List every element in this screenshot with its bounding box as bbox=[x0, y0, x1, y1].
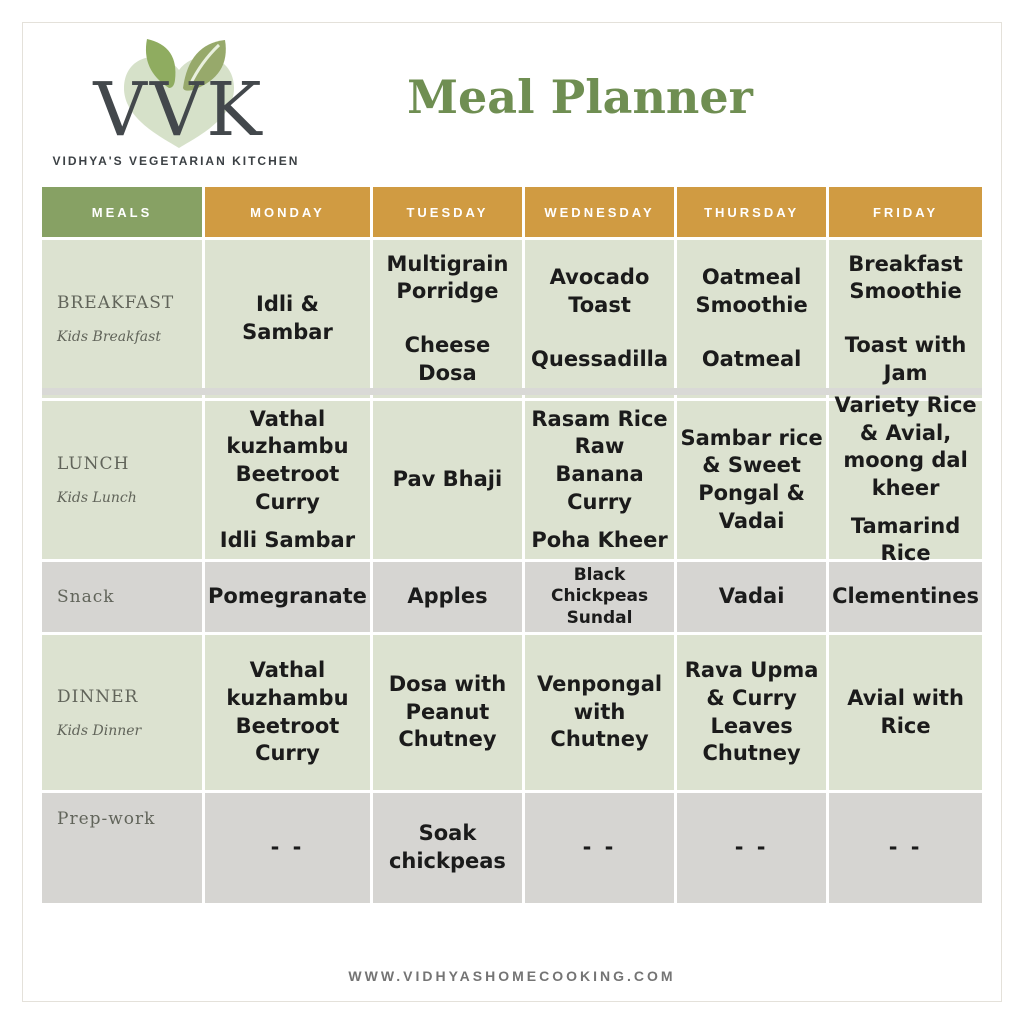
row-label-text: BREAKFAST bbox=[57, 293, 175, 313]
meal-entry: Rasam Rice Raw Banana Curry bbox=[531, 406, 668, 514]
meal-entry: Quessadilla bbox=[531, 346, 669, 371]
column-header-tuesday: TUESDAY bbox=[373, 187, 522, 237]
meal-entry: Idli & Sambar bbox=[242, 292, 333, 344]
meal-entry: Oatmeal bbox=[701, 346, 802, 371]
meal-cell-snack-friday bbox=[829, 562, 982, 632]
meal-cell-lunch-monday bbox=[205, 401, 370, 559]
meal-cell-lunch-friday bbox=[829, 392, 982, 566]
meal-entry: Variety Rice & Avial, moong dal kheer bbox=[834, 392, 977, 500]
meal-cell-lunch-wednesday bbox=[525, 401, 674, 559]
row-sublabel-text: Kids Lunch bbox=[57, 490, 137, 506]
meal-entry: - - bbox=[734, 835, 769, 860]
meal-entry: Poha Kheer bbox=[531, 527, 668, 552]
meal-entry: Rava Upma & Curry Leaves Chutney bbox=[684, 658, 819, 766]
meal-entry: Dosa with Peanut Chutney bbox=[388, 671, 507, 752]
row-label-snack bbox=[42, 562, 202, 632]
column-header-friday: FRIDAY bbox=[829, 187, 982, 237]
brand-tagline: VIDHYA'S VEGETARIAN KITCHEN bbox=[52, 154, 300, 168]
meal-cell-prep-work-wednesday bbox=[525, 793, 674, 903]
brand-logo bbox=[46, 34, 306, 168]
meal-cell-lunch-tuesday bbox=[373, 401, 522, 559]
meal-entry: Multigrain Porridge bbox=[386, 251, 509, 304]
meal-cell-dinner-monday bbox=[205, 635, 370, 790]
meal-entry: Tamarind Rice bbox=[850, 513, 961, 566]
meal-cell-breakfast-tuesday bbox=[373, 240, 522, 398]
meal-cell-dinner-wednesday bbox=[525, 635, 674, 790]
meal-entry: Idli Sambar bbox=[219, 527, 356, 552]
meal-planner-table bbox=[42, 187, 982, 903]
meal-cell-breakfast-friday bbox=[829, 240, 982, 398]
meal-entry: Avocado Toast bbox=[549, 265, 650, 318]
page-title: Meal Planner bbox=[407, 70, 753, 124]
meal-cell-snack-thursday bbox=[677, 562, 826, 632]
meal-cell-snack-monday bbox=[205, 562, 370, 632]
meal-cell-breakfast-thursday bbox=[677, 240, 826, 398]
column-header-monday: MONDAY bbox=[205, 187, 370, 237]
meal-entry: Oatmeal Smoothie bbox=[695, 265, 808, 318]
meal-cell-dinner-tuesday bbox=[373, 635, 522, 790]
meal-cell-prep-work-thursday bbox=[677, 793, 826, 903]
column-header-thursday: THURSDAY bbox=[677, 187, 826, 237]
meal-cell-snack-tuesday bbox=[373, 562, 522, 632]
meal-entry: Soak chickpeas bbox=[388, 821, 506, 873]
row-label-breakfast bbox=[42, 240, 202, 398]
column-header-meals: MEALS bbox=[42, 187, 202, 237]
meal-entry: Venpongal with Chutney bbox=[536, 671, 663, 752]
meal-entry: Sambar rice & Sweet Pongal & Vadai bbox=[680, 425, 823, 533]
meal-entry: Vadai bbox=[718, 584, 785, 609]
meal-entry: Vathal kuzhambu Beetroot Curry bbox=[226, 406, 349, 514]
row-label-text: DINNER bbox=[57, 686, 139, 707]
meal-entry: Toast with Jam bbox=[844, 333, 967, 385]
meal-entry: - - bbox=[888, 835, 923, 860]
meal-cell-snack-wednesday bbox=[525, 562, 674, 632]
row-label-text: Prep-work bbox=[57, 809, 156, 829]
logo-text: VVK bbox=[93, 67, 265, 152]
row-sublabel-text: Kids Dinner bbox=[57, 722, 142, 739]
meal-cell-dinner-thursday bbox=[677, 635, 826, 790]
vvk-leaf-logo-icon bbox=[51, 34, 301, 152]
meal-entry: Apples bbox=[407, 584, 488, 609]
meal-cell-lunch-thursday bbox=[677, 401, 826, 559]
meal-entry: Pomegranate bbox=[208, 584, 367, 609]
meal-cell-breakfast-monday bbox=[205, 240, 370, 398]
row-label-dinner bbox=[42, 635, 202, 790]
meal-entry: Clementines bbox=[832, 584, 979, 609]
column-header-wednesday: WEDNESDAY bbox=[525, 187, 674, 237]
row-label-text: Snack bbox=[57, 587, 115, 607]
row-label-text: LUNCH bbox=[57, 454, 130, 474]
row-label-prep-work bbox=[42, 793, 202, 903]
meal-entry: Cheese Dosa bbox=[404, 333, 491, 385]
meal-cell-prep-work-friday bbox=[829, 793, 982, 903]
row-label-lunch bbox=[42, 401, 202, 559]
meal-entry: Avial with Rice bbox=[847, 685, 964, 738]
row-sublabel-text: Kids Breakfast bbox=[57, 329, 161, 345]
meal-cell-prep-work-monday bbox=[205, 793, 370, 903]
meal-cell-breakfast-wednesday bbox=[525, 240, 674, 398]
website-url: WWW.VIDHYASHOMECOOKING.COM bbox=[348, 968, 676, 984]
meal-entry: Breakfast Smoothie bbox=[848, 251, 963, 304]
meal-entry: Black Chickpeas Sundal bbox=[550, 565, 649, 628]
meal-entry: - - bbox=[270, 835, 305, 860]
meal-cell-prep-work-tuesday bbox=[373, 793, 522, 903]
meal-entry: Pav Bhaji bbox=[392, 467, 503, 492]
meal-entry: Vathal kuzhambu Beetroot Curry bbox=[226, 658, 349, 766]
meal-entry: - - bbox=[582, 835, 617, 860]
meal-cell-dinner-friday bbox=[829, 635, 982, 790]
